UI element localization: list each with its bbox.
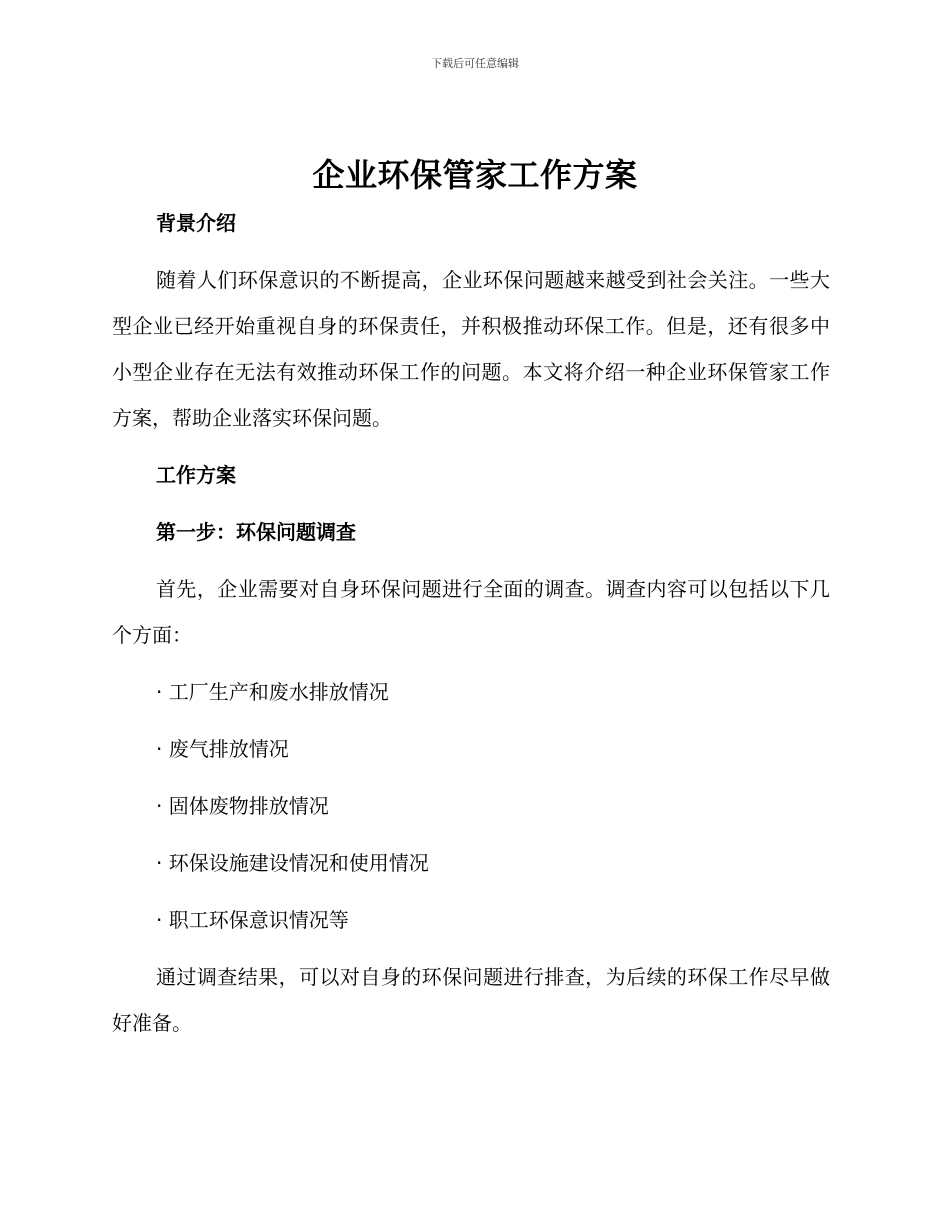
header-note: 下载后可任意编辑 (431, 57, 519, 70)
paragraph-background: 随着人们环保意识的不断提高，企业环保问题越来越受到社会关注。一些大型企业已经开始重视自身的环保责任，并积极推动环保工作。但是，还有很多中小型企业存在无法有效推动环保工作的问题。本文将介绍一种企业环保管家工作方案，帮助企业落实环保问题。 (112, 268, 830, 430)
section-heading-background: 背景介绍 (156, 211, 236, 235)
list-item: · 固体废物排放情况 (156, 794, 329, 818)
section-heading-plan: 工作方案 (156, 463, 236, 487)
list-item: · 工厂生产和废水排放情况 (156, 680, 389, 704)
paragraph-conclusion: 通过调查结果，可以对自身的环保问题进行排查，为后续的环保工作尽早做好准备。 (112, 965, 830, 1035)
paragraph-step1: 首先，企业需要对自身环保问题进行全面的调查。调查内容可以包括以下几个方面： (112, 577, 830, 647)
list-item: · 职工环保意识情况等 (156, 908, 349, 932)
section-heading-step1: 第一步：环保问题调查 (156, 520, 356, 544)
list-item: · 废气排放情况 (156, 737, 289, 761)
document-body (112, 200, 830, 1046)
document-title: 企业环保管家工作方案 (312, 156, 638, 194)
list-item: · 环保设施建设情况和使用情况 (156, 851, 429, 875)
